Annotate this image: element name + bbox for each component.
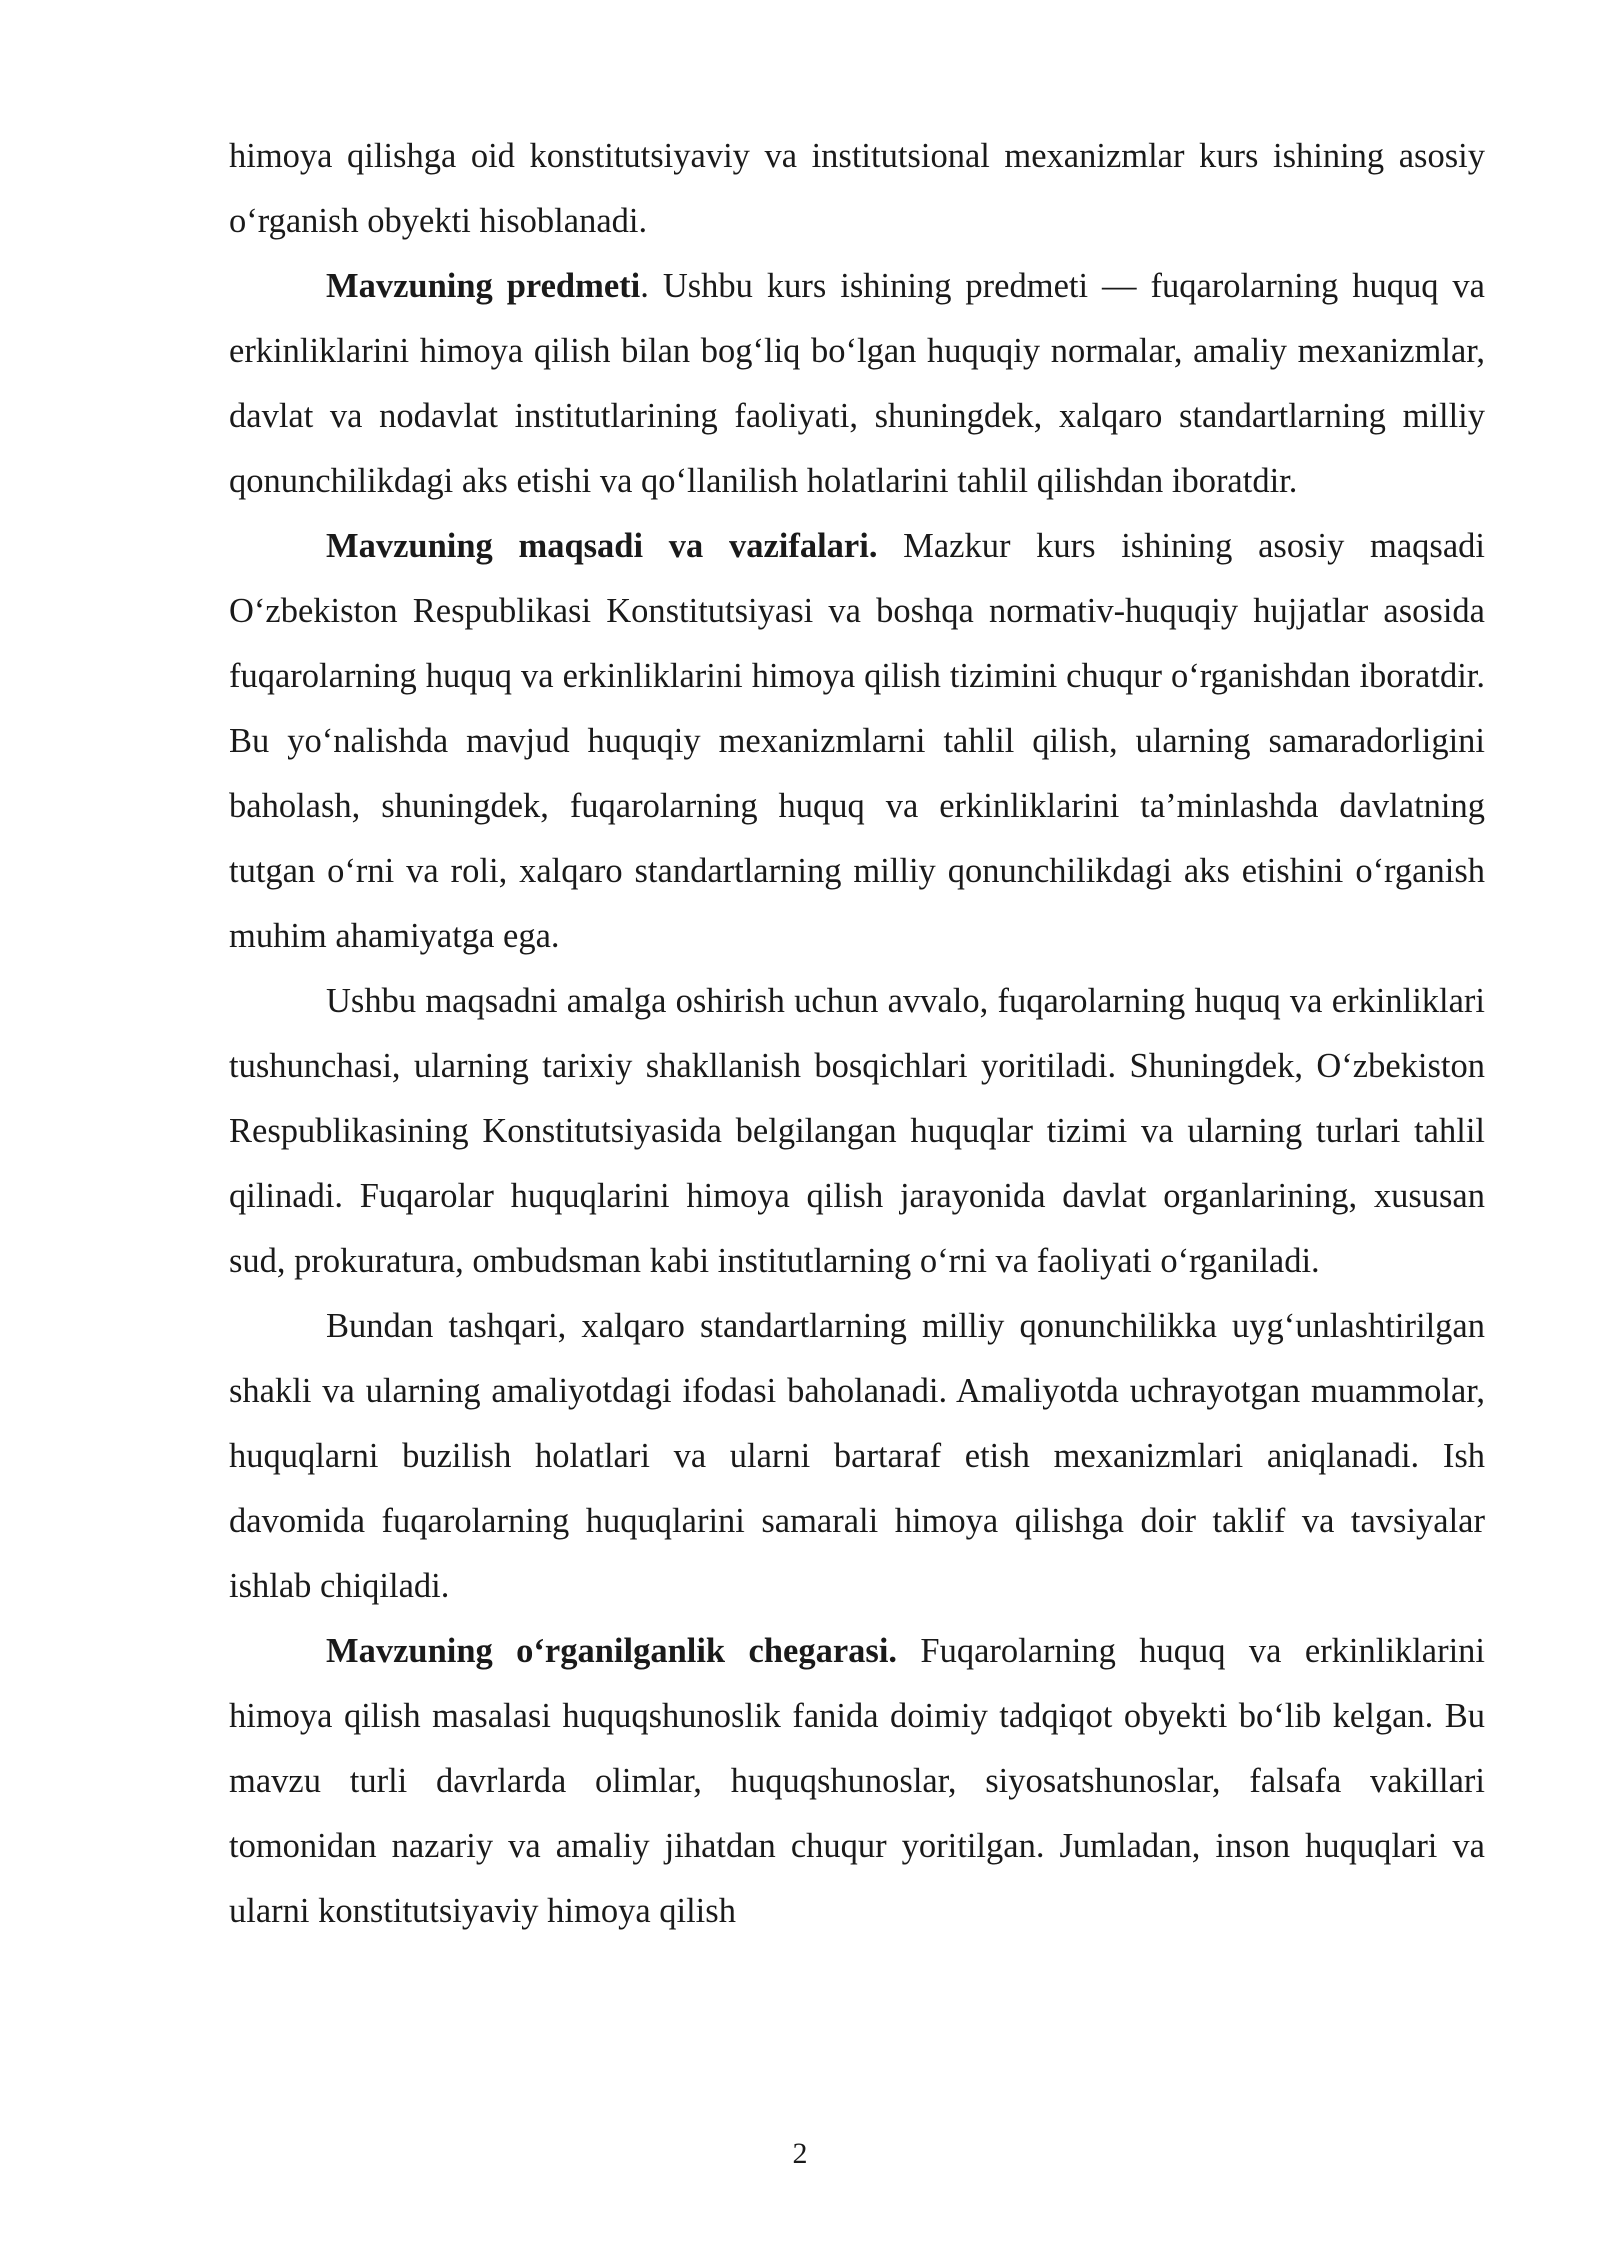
- paragraph-subject: [229, 254, 1485, 514]
- paragraph-text: . Ushbu kurs ishining predmeti — fuqarolarning huquq va erkinliklarini himoya qilish bilan bog‘liq bo‘lgan huquqiy normalar, amaliy mexanizmlar, davlat va nodavlat institutlarining faoliyati, shuningdek, xalqaro standartlarning milliy qonunchilikdagi aks etishi va qo‘llanilish holatlarini tahlil qilishdan iboratdir.: [229, 267, 1485, 500]
- paragraph-text: Bundan tashqari, xalqaro standartlarning milliy qonunchilikka uyg‘unlashtirilgan shakli va ularning amaliyotdagi ifodasi baholanadi. Amaliyotda uchrayotgan muammolar, huquqlarni buzilish holatlari va ularni bartaraf etish mexanizmlari aniqlanadi. Ish davomida fuqarolarning huquqlarini samarali himoya qilishga doir taklif va tavsiyalar ishlab chiqiladi.: [229, 1307, 1485, 1605]
- paragraph-text: Mazkur kurs ishining asosiy maqsadi O‘zbekiston Respublikasi Konstitutsiyasi va boshqa normativ-huquqiy hujjatlar asosida fuqarolarning huquq va erkinliklarini himoya qilish tizimini chuqur o‘rganishdan iboratdir. Bu yo‘nalishda mavjud huquqiy mexanizmlarni tahlil qilish, ularning samaradorligini baholash, shuningdek, fuqarolarning huquq va erkinliklarini ta’minlashda davlatning tutgan o‘rni va roli, xalqaro standartlarning milliy qonunchilikdagi aks etishini o‘rganish muhim ahamiyatga ega.: [229, 527, 1485, 955]
- body-text: [229, 124, 1485, 1944]
- paragraph-continuation: [229, 124, 1485, 254]
- paragraph-heading: Mavzuning maqsadi va vazifalari.: [326, 527, 878, 565]
- page-number: 2: [792, 2137, 808, 2170]
- paragraph-heading: Mavzuning predmeti: [326, 267, 641, 305]
- paragraph-text: Ushbu maqsadni amalga oshirish uchun avvalo, fuqarolarning huquq va erkinliklari tushunchasi, ularning tarixiy shakllanish bosqichlari yoritiladi. Shuningdek, O‘zbekiston Respublikasining Konstitutsiyasida belgilangan huquqlar tizimi va ularning turlari tahlil qilinadi. Fuqarolar huquqlarini himoya qilish jarayonida davlat organlarining, xususan sud, prokuratura, ombudsman kabi institutlarning o‘rni va faoliyati o‘rganiladi.: [229, 982, 1485, 1280]
- paragraph-text: Fuqarolarning huquq va erkinliklarini himoya qilish masalasi huquqshunoslik fanida doimiy tadqiqot obyekti bo‘lib kelgan. Bu mavzu turli davrlarda olimlar, huquqshunoslar, siyosatshunoslar, falsafa vakillari tomonidan nazariy va amaliy jihatdan chuqur yoritilgan. Jumladan, inson huquqlari va ularni konstitutsiyaviy himoya qilish: [229, 1632, 1485, 1930]
- paragraph-additional: [229, 1294, 1485, 1619]
- paragraph-implementation: [229, 969, 1485, 1294]
- paragraph-text: himoya qilishga oid konstitutsiyaviy va institutsional mexanizmlar kurs ishining asosiy o‘rganish obyekti hisoblanadi.: [229, 137, 1485, 240]
- paragraph-study-scope: [229, 1619, 1485, 1944]
- paragraph-heading: Mavzuning o‘rganilganlik chegarasi.: [326, 1632, 898, 1670]
- paragraph-goals: [229, 514, 1485, 969]
